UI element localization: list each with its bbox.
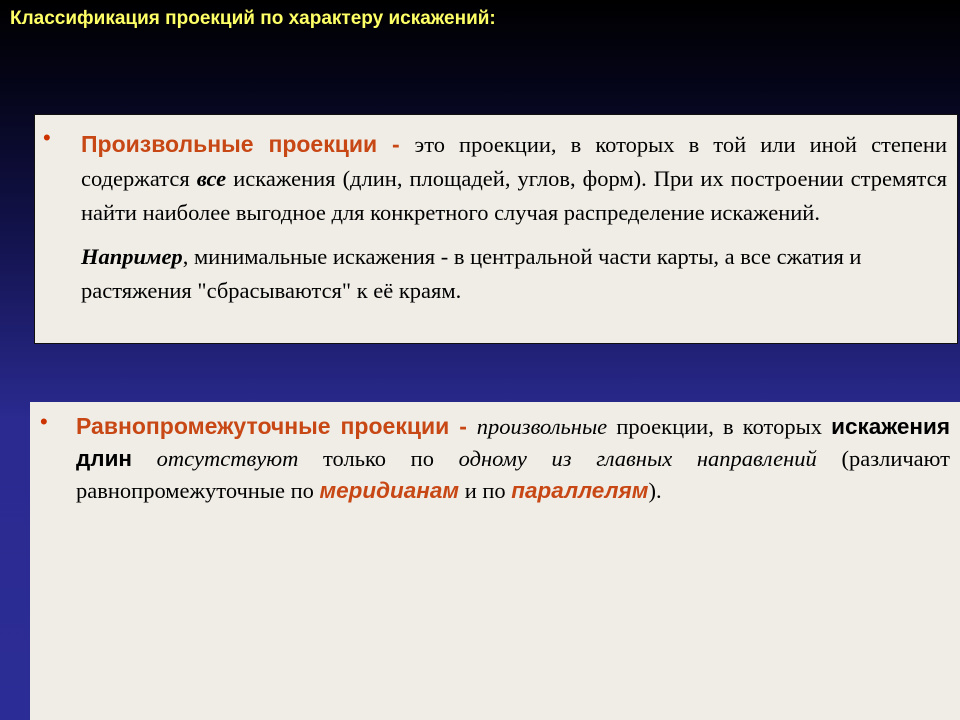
arbitrary-projections-box <box>34 114 958 344</box>
text-part-3: (различают равнопромежуточные по <box>76 446 951 503</box>
text-part-4: и по <box>459 478 512 503</box>
meridians-word: меридианам <box>319 478 460 503</box>
arbitrary-word: произвольные <box>476 414 608 439</box>
distortions-of-lengths: искажения длин <box>76 414 950 471</box>
term-equidistant-projections: Равнопромежуточные проекции <box>76 413 450 439</box>
parallels-word: параллелям <box>511 478 649 503</box>
text-part-5: ). <box>648 478 662 503</box>
term-dash: - <box>377 131 415 157</box>
text-part-2: только по <box>298 446 459 471</box>
emphasis-all: все <box>196 166 227 191</box>
definition-text: это проекции, в которых в той или иной степени содержатся <box>81 132 947 191</box>
bullet: • <box>40 409 48 434</box>
example-paragraph <box>81 240 947 308</box>
one-of-main-directions: одному из главных направлений <box>458 446 817 471</box>
term-arbitrary-projections: Произвольные проекции <box>81 131 378 157</box>
text-part-1: проекции, в которых <box>607 414 832 439</box>
term-dash: - <box>449 413 477 439</box>
equidistant-projections-box <box>30 402 960 720</box>
bullet: • <box>43 125 51 150</box>
example-text: , минимальные искажения - в центральной части карты, а все сжатия и растяжения "сбрасываются" к её краям. <box>81 244 862 303</box>
equidistant-projections-definition <box>76 410 950 507</box>
arbitrary-projections-definition <box>81 127 947 230</box>
slide-title: Классификация проекций по характеру искажений: <box>10 8 496 29</box>
definition-rest: искажения (длин, площадей, углов, форм). При их построении стремятся найти наиболее выгодное для конкретного случая распределение искажений. <box>81 166 947 225</box>
example-label: Например <box>81 244 183 269</box>
absent-word: отсутствуют <box>132 446 299 471</box>
